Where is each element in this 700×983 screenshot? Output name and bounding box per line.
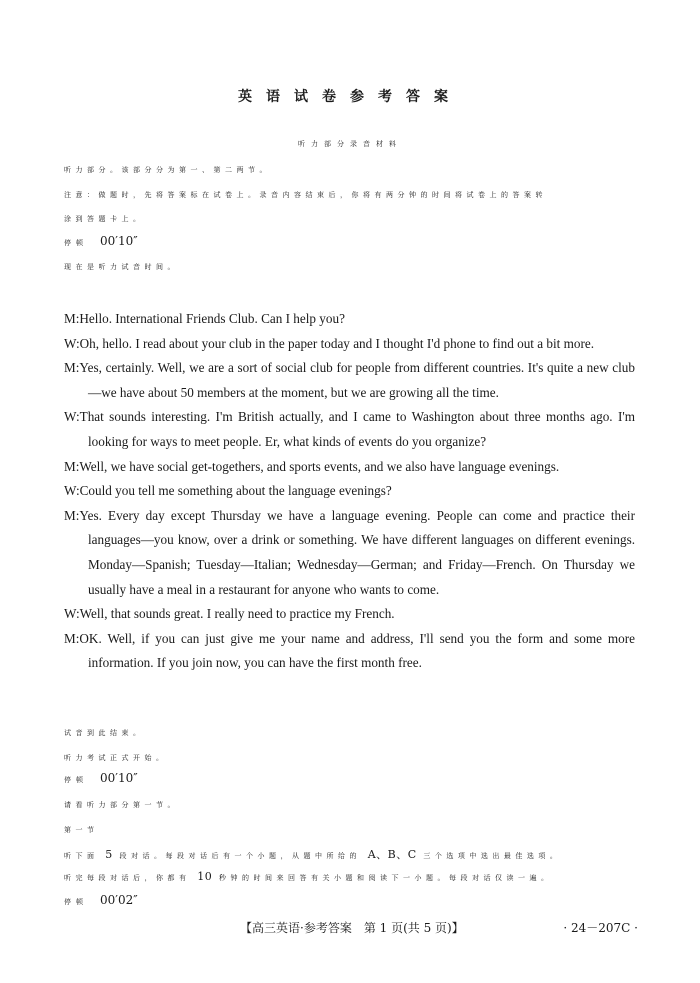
utterance: Hello. International Friends Club. Can I help you? [79, 311, 345, 326]
pause-1 [64, 234, 138, 248]
page-title: 英语试卷参考答案 [238, 89, 462, 105]
text: 听下面 [64, 852, 99, 860]
footer-code: · 24－207C · [563, 921, 638, 935]
utterance: Yes, certainly. Well, we are a sort of social club for people from different countries. It's quite a new club—we have about 50 members at the moment, but we are growing all the time. [79, 360, 635, 400]
intro-line-3: 涂到答题卡上。 [64, 215, 145, 223]
speaker: M [64, 360, 76, 376]
speaker-colon: : [75, 606, 80, 622]
utterance: That sounds interesting. I'm British actually, and I came to Washington about three months ago. I'm looking for ways to meet people. Er, what kinds of events do you organize? [79, 409, 635, 449]
speaker: M [64, 507, 76, 523]
intro-line-1: 听力部分。该部分分为第一、第二两节。 [64, 166, 271, 174]
section-label: 第一节 [64, 826, 99, 834]
pause-label: 停顿 [64, 776, 88, 784]
pause-time: 00′10″ [100, 234, 138, 248]
utterance: Oh, hello. I read about your club in the paper today and I thought I'd phone to find out a bit more. [79, 335, 595, 351]
speaker: W [64, 483, 76, 499]
number: 5 [105, 848, 113, 861]
speaker: W [64, 409, 76, 425]
speaker: W [64, 335, 76, 351]
speaker-colon: : [75, 483, 80, 499]
outro-line-5 [64, 870, 552, 883]
utterance: OK. Well, if you can just give me your name and address, I'll send you the form and some more information. If you join now, you can have the first month free. [79, 630, 635, 671]
utterance: Could you tell me something about the language evenings? [79, 483, 392, 499]
outro-line-3: 请看听力部分第一节。 [64, 801, 179, 809]
dialogue-line [64, 332, 635, 357]
intro-line-4: 现在是听力试音时间。 [64, 263, 179, 271]
section-subtitle: 听力部分录音材料 [298, 140, 402, 148]
number: 10 [197, 870, 213, 883]
pause-label: 停顿 [64, 239, 88, 247]
speaker-colon: : [75, 311, 80, 326]
dialogue-line [64, 405, 635, 454]
footer-page-info: 【高三英语·参考答案 第 1 页(共 5 页)】 [240, 921, 464, 935]
speaker: M [64, 311, 76, 326]
outro-line-4 [64, 846, 561, 862]
pause-label: 停顿 [64, 898, 88, 906]
speaker-colon: : [75, 630, 80, 646]
outro-line-2: 听力考试正式开始。 [64, 754, 168, 762]
intro-line-2: 注意：做题时，先将答案标在试卷上。录音内容结束后，你将有两分钟的时间将试卷上的答案转 [64, 191, 547, 199]
text: 三个选项中选出最佳选项。 [423, 852, 562, 860]
pause-time: 00′10″ [100, 771, 138, 785]
pause-2 [64, 771, 138, 785]
speaker: M [64, 458, 76, 474]
dialogue-line [64, 479, 635, 504]
speaker: M [64, 630, 76, 646]
speaker: W [64, 606, 76, 622]
utterance: Well, that sounds great. I really need to practice my French. [79, 606, 395, 622]
speaker-colon: : [75, 458, 80, 474]
speaker-colon: : [75, 335, 80, 351]
dialogue [64, 307, 635, 676]
speaker-colon: : [75, 360, 80, 376]
dialogue-line [64, 307, 635, 332]
utterance: Yes. Every day except Thursday we have a language evening. People can come and practice their languages—you know, over a drink or something. We have different languages on different evenings. Monday—Spanish; Tuesday—Italian; Wednesday—German; and Friday—French. On Thursday we usually have a meal in a restaurant for anyone who wants to come. [79, 507, 635, 597]
pause-3 [64, 893, 138, 907]
outro-line-1: 试音到此结束。 [64, 729, 145, 737]
dialogue-line [64, 504, 635, 602]
speaker-colon: : [75, 507, 80, 523]
options: A、B、C [367, 848, 417, 861]
dialogue-line [64, 356, 635, 405]
text: 段对话。每段对话后有一个小题，从题中所给的 [119, 852, 361, 860]
dialogue-line [64, 627, 635, 676]
utterance: Well, we have social get-togethers, and sports events, and we also have language evenings. [79, 458, 560, 474]
dialogue-line [64, 602, 635, 627]
text: 秒钟的时间来回答有关小题和阅读下一小题。每段对话仅读一遍。 [218, 874, 553, 882]
text: 听完每段对话后，你都有 [64, 874, 191, 882]
pause-time: 00′02″ [100, 893, 138, 907]
dialogue-line [64, 455, 635, 480]
speaker-colon: : [75, 409, 80, 425]
